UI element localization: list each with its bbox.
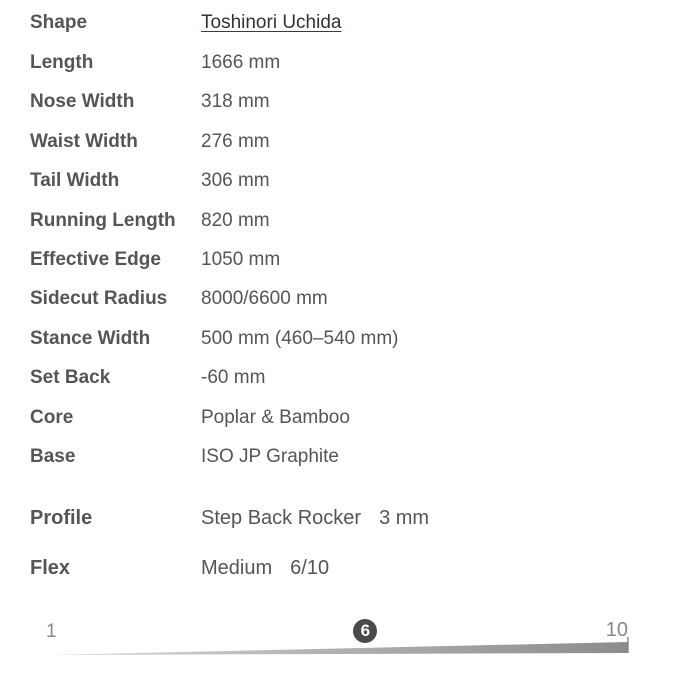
flex-scale-ramp — [50, 642, 628, 655]
spec-label: Core — [30, 407, 74, 428]
spec-value: ISO JP Graphite — [201, 446, 339, 467]
spec-value: 1050 mm — [201, 249, 281, 270]
spec-value: 276 mm — [201, 131, 270, 152]
spec-row-flex — [30, 557, 670, 587]
spec-row-waist-width — [30, 131, 670, 161]
spec-label: Base — [30, 446, 76, 467]
spec-row-running-length — [30, 210, 670, 240]
spec-value: 318 mm — [201, 91, 270, 112]
shape-link[interactable]: Toshinori Uchida — [201, 12, 342, 33]
spec-row-stance-width — [30, 328, 670, 358]
profile-value — [201, 507, 429, 530]
spec-row-nose-width — [30, 91, 670, 121]
spec-row-effective-edge — [30, 249, 670, 279]
flex-rating-name: Medium — [201, 557, 273, 579]
spec-label: Length — [30, 52, 94, 73]
spec-label: Waist Width — [30, 131, 138, 152]
profile-type: Step Back Rocker — [201, 507, 362, 529]
spec-value: 306 mm — [201, 170, 270, 191]
spec-value: 820 mm — [201, 210, 270, 231]
spec-value: 8000/6600 mm — [201, 288, 328, 309]
spec-label: Stance Width — [30, 328, 151, 349]
spec-label: Nose Width — [30, 91, 135, 112]
spec-row-tail-width — [30, 170, 670, 200]
spec-value: 500 mm (460–540 mm) — [201, 328, 399, 349]
flex-scale-max-label: 10 — [605, 619, 628, 641]
spec-label: Shape — [30, 12, 88, 33]
profile-detail: 3 mm — [379, 507, 430, 529]
flex-rating-detail: 6/10 — [290, 557, 330, 579]
spec-value: 1666 mm — [201, 52, 281, 73]
flex-scale-wedge — [40, 615, 640, 665]
spec-label: Sidecut Radius — [30, 288, 168, 309]
flex-value — [201, 557, 329, 580]
spec-label: Tail Width — [30, 170, 120, 191]
spec-value: Poplar & Bamboo — [201, 407, 350, 428]
spec-value: -60 mm — [201, 367, 266, 388]
flex-scale-marker: 6 — [353, 619, 377, 643]
spec-row-length — [30, 52, 670, 82]
spec-row-core — [30, 407, 670, 437]
spec-label: Running Length — [30, 210, 176, 231]
spec-row-set-back — [30, 367, 670, 397]
spec-row-sidecut-radius — [30, 288, 670, 318]
spec-label: Set Back — [30, 367, 111, 388]
flex-scale-min-label: 1 — [46, 621, 57, 642]
spec-row-profile — [30, 507, 670, 537]
spec-label: Effective Edge — [30, 249, 161, 270]
flex-scale — [40, 615, 640, 665]
flex-label: Flex — [30, 557, 71, 579]
spec-row-base — [30, 446, 670, 476]
spec-row-shape — [30, 12, 670, 42]
profile-label: Profile — [30, 507, 93, 529]
